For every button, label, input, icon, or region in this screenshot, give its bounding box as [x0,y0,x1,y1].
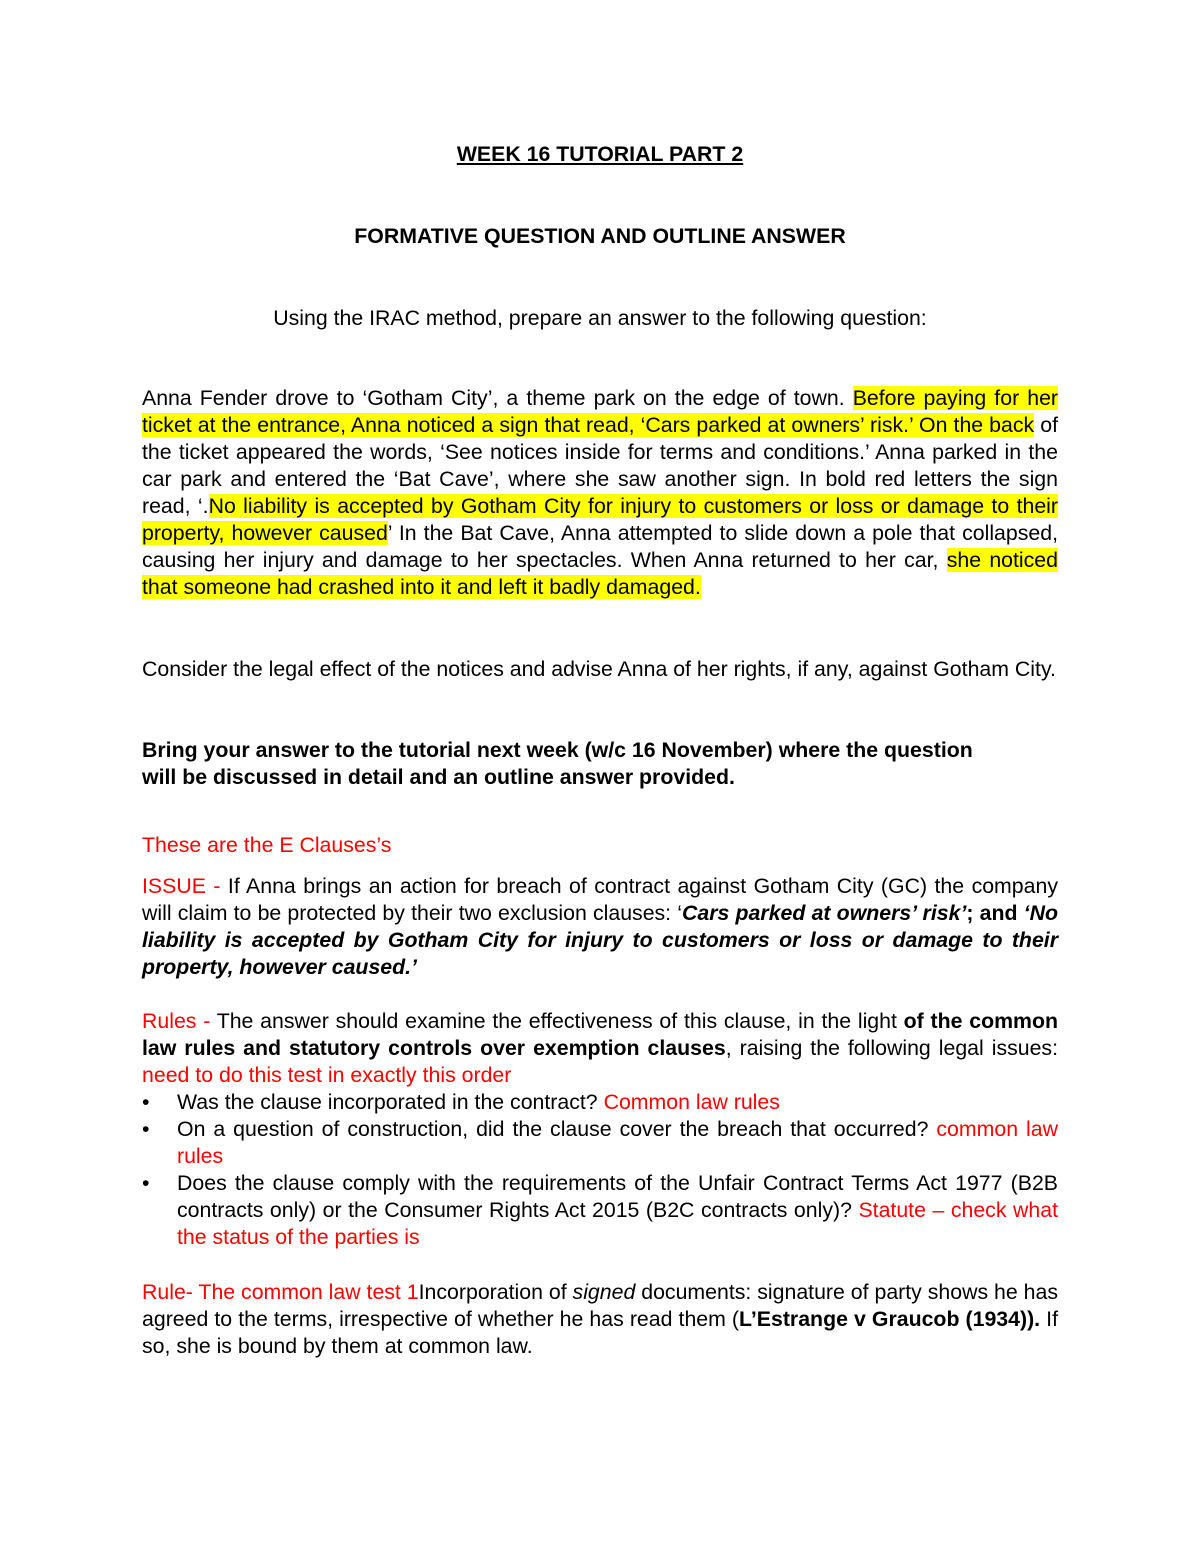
rules-order-note: need to do this test in exactly this order [142,1063,512,1087]
rules-text-2: , raising the following legal issues: [725,1036,1058,1060]
bullet-text: Does the clause comply with the requirements of the Unfair Contract Terms Act 1977 (B2B contracts only) or the Consumer Rights Act 2015 (B2C contracts only)? [177,1171,1058,1222]
rule-test-signed: signed [572,1280,636,1304]
page-subtitle: FORMATIVE QUESTION AND OUTLINE ANSWER [354,224,846,248]
issue-text-1: If Anna brings an action for breach of contract against Gotham City (GC) the company will claim to be protected by their two exclusion clauses: ‘ [142,874,1058,925]
scenario-text-3: ’ In the Bat Cave, Anna attempted to slide down a pole that collapsed, causing her injury and damage to her spectacles. When Anna returned to her car, [142,521,1059,572]
page-title: WEEK 16 TUTORIAL PART 2 [456,142,744,166]
bullet-note: Common law rules [603,1090,780,1114]
bullet-icon: • [142,1090,150,1114]
e-clauses-heading: These are the E Clauses’s [142,833,392,857]
issue-paragraph [142,873,1058,981]
rules-text-1: The answer should examine the effectiveness of this clause, in the light [216,1009,904,1033]
rules-label: Rules - [142,1009,217,1033]
list-item [142,1089,1058,1116]
rule-test-label: Rule- The common law test 1 [142,1280,419,1304]
scenario-highlight-3: she noticed that someone had crashed into it and left it badly damaged. [142,548,1058,599]
scenario-text-1: Anna Fender drove to ‘Gotham City’, a theme park on the edge of town. [142,386,853,410]
issue-clause-2: ‘No liability is accepted by Gotham City for injury to customers or loss or damage to their property, however caused.’ [142,901,1058,979]
scenario-highlight-2: No liability is accepted by Gotham City for injury to customers or loss or damage to their property, however caused [142,494,1058,545]
bullet-icon: • [142,1171,150,1195]
issue-text-2: ; and [966,901,1024,925]
rule-test-text-1: Incorporation of [418,1280,573,1304]
bullet-note: common law rules [177,1117,1058,1168]
rules-paragraph [142,1008,1058,1089]
issue-label: ISSUE - [142,874,228,898]
rule-test-case: L’Estrange v Graucob (1934)). [739,1307,1041,1331]
instruction-text: Using the IRAC method, prepare an answer to the following question: [273,306,927,330]
bring-answer-paragraph: Bring your answer to the tutorial next week (w/c 16 November) where the question will be discussed in detail and an outline answer provided. [142,738,973,789]
list-item [142,1116,1058,1170]
issue-clause-1: Cars parked at owners’ risk’ [682,901,967,925]
bullet-text: Was the clause incorporated in the contract? [177,1090,604,1114]
rule-test-text-2: documents: signature of party shows he has agreed to the terms, irrespective of whether he has read them ( [142,1280,1058,1331]
scenario-text-2: of the ticket appeared the words, ‘See notices inside for terms and conditions.’ Anna parked in the car park and entered the ‘Bat Cave’, where she saw another sign. In bold red letters the sign read, ‘. [142,413,1058,518]
rule-test-paragraph [142,1279,1058,1360]
bullet-text: On a question of construction, did the clause cover the breach that occurred? [177,1117,937,1141]
consider-paragraph: Consider the legal effect of the notices and advise Anna of her rights, if any, against Gotham City. [142,657,1056,681]
list-item [142,1170,1058,1251]
scenario-paragraph [142,385,1058,601]
bullet-note: Statute – check what the status of the parties is [177,1198,1058,1249]
rule-test-text-3: If so, she is bound by them at common law. [142,1307,1058,1358]
rules-bold-text: of the common law rules and statutory controls over exemption clauses [142,1009,1058,1060]
bullet-icon: • [142,1117,150,1141]
rules-bullet-list [142,1089,1058,1251]
scenario-highlight-1: Before paying for her ticket at the entrance, Anna noticed a sign that read, ‘Cars parked at owners’ risk.’ On the back [142,386,1059,437]
